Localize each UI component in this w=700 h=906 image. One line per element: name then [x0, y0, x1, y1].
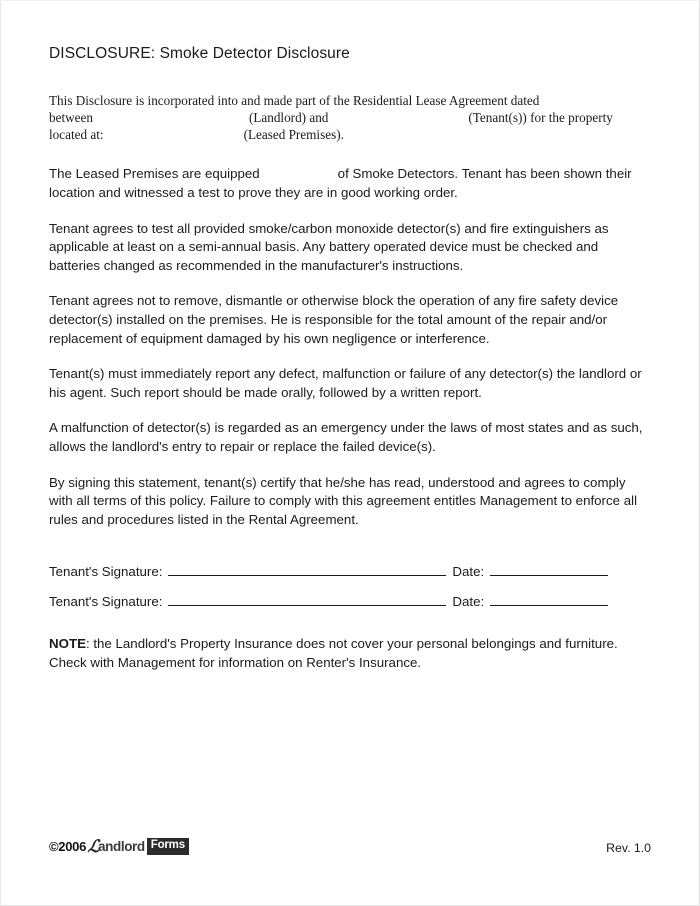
- page-footer: [49, 838, 651, 855]
- landlordforms-logo: [49, 838, 189, 855]
- paragraph-certification: By signing this statement, tenant(s) certify that he/she has read, understood and agrees to comply with all terms of this policy. Failure to comply with this agreement entitles Management to enforce all rules and procedures listed in the Rental Agreement.: [49, 474, 638, 527]
- signature-block: [49, 563, 651, 609]
- equipped-text-before: The Leased Premises are equipped: [49, 166, 260, 182]
- logo-word-landlord: andlord: [98, 838, 145, 854]
- revision-label: Rev. 1.0: [606, 841, 651, 855]
- page-title: DISCLOSURE: Smoke Detector Disclosure: [49, 45, 350, 62]
- tenant-signature-label-2: Tenant's Signature:: [49, 594, 163, 610]
- intro-line3-located: located at:: [49, 127, 104, 143]
- logo-word-forms: Forms: [147, 838, 189, 855]
- paragraph-no-tamper: Tenant agrees not to remove, dismantle or otherwise block the operation of any fire safety device detector(s) installed on the premises. He is responsible for the total amount of the repair and/or replacement of equipment damaged by his own negligence or interference.: [49, 293, 619, 346]
- paragraph-equipped: [49, 165, 651, 202]
- paragraph-testing: Tenant agrees to test all provided smoke/carbon monoxide detector(s) and fire extinguishers as applicable at least on a semi-annual basis. Any battery operated device must be checked and batteries changed as recommended in the manufacturer's instructions.: [49, 220, 609, 273]
- paragraph-emergency-entry: A malfunction of detector(s) is regarded as an emergency under the laws of most states and as such, allows the landlord's entry to repair or replace the failed device(s).: [49, 420, 643, 455]
- signature-row-2: [49, 593, 651, 609]
- date-label-1: Date:: [452, 564, 485, 580]
- paragraph-reporting: Tenant(s) must immediately report any defect, malfunction or failure of any detector(s) the landlord or his agent. Such report should be made orally, followed by a written report.: [49, 366, 642, 400]
- intro-line2-between: between: [49, 109, 93, 125]
- copyright-text: ©2006: [49, 839, 86, 854]
- date-line-2[interactable]: [490, 593, 608, 606]
- note-bold-prefix: NOTE: [49, 636, 86, 652]
- date-line-1[interactable]: [490, 563, 608, 576]
- intro-line3-premises: (Leased Premises).: [243, 127, 344, 143]
- intro-paragraph: [49, 92, 651, 144]
- equipped-text-after: of Smoke Detectors. Tenant has been shown their location and witnessed a test to prove they are in good working order.: [49, 166, 632, 201]
- intro-line1: This Disclosure is incorporated into and made part of the Residential Lease Agreement dated: [49, 92, 540, 108]
- intro-line2-tenant: (Tenant(s)) for the property: [468, 109, 613, 125]
- note-text: : the Landlord's Property Insurance does not cover your personal belongings and furniture. Check with Management for information on Renter's Insurance.: [49, 636, 618, 670]
- tenant-signature-line-1[interactable]: [168, 563, 446, 576]
- tenant-signature-line-2[interactable]: [168, 593, 446, 606]
- tenant-signature-label-1: Tenant's Signature:: [49, 564, 163, 580]
- signature-row-1: [49, 563, 651, 579]
- note-paragraph: [49, 635, 651, 672]
- date-label-2: Date:: [452, 594, 485, 610]
- script-l-icon: ℒ: [87, 837, 102, 856]
- document-content: [49, 45, 651, 690]
- intro-line2-landlord: (Landlord) and: [248, 109, 329, 125]
